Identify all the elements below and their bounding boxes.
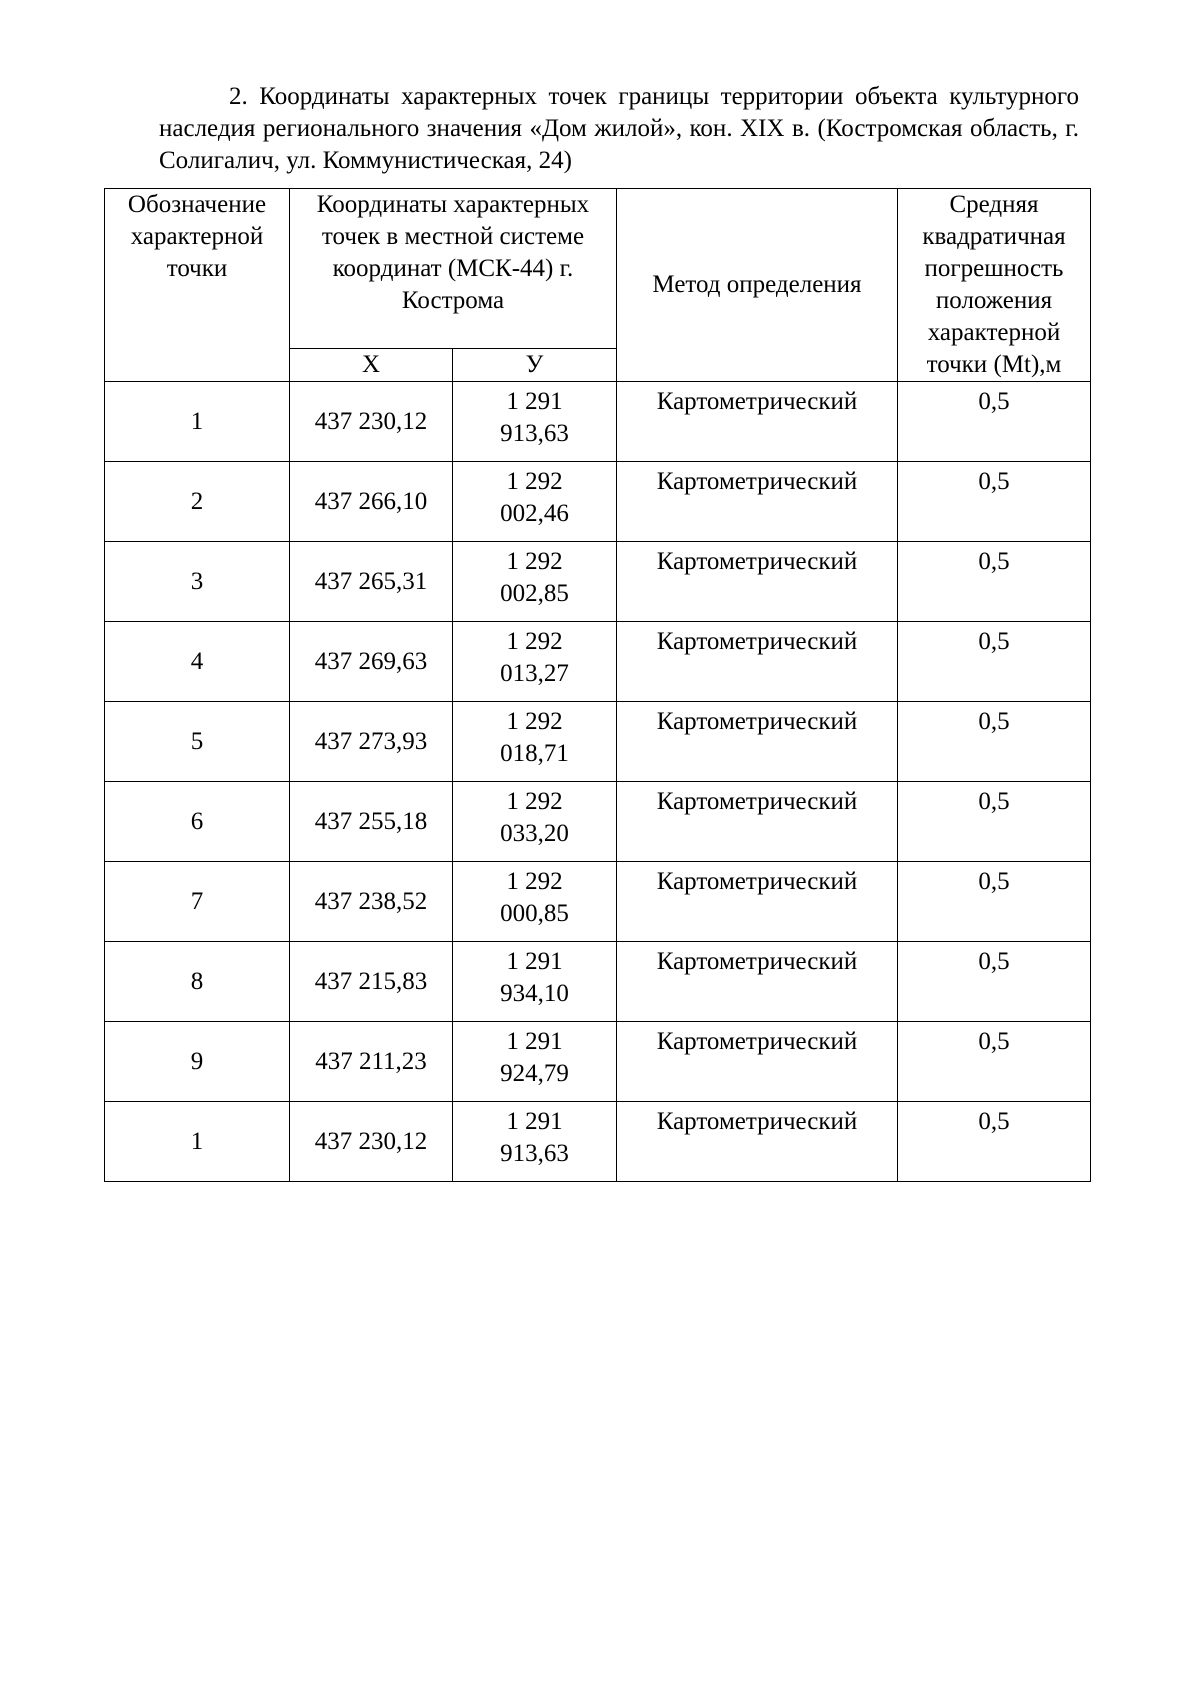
point-cell: 2 <box>105 462 290 542</box>
table-row <box>105 1022 1091 1102</box>
x-coordinate-cell: 437 273,93 <box>290 702 453 782</box>
y-coordinate-cell: 1 291 934,10 <box>453 942 617 1022</box>
y-coordinate-cell: 1 292 000,85 <box>453 862 617 942</box>
x-coordinate-cell: 437 211,23 <box>290 1022 453 1102</box>
method-cell: Картометрический <box>617 782 898 862</box>
table-row <box>105 862 1091 942</box>
method-cell: Картометрический <box>617 1022 898 1102</box>
error-cell: 0,5 <box>898 1022 1091 1102</box>
x-coordinate-cell: 437 215,83 <box>290 942 453 1022</box>
point-cell: 1 <box>105 1102 290 1182</box>
table-row <box>105 702 1091 782</box>
document-heading: 2. Координаты характерных точек границы территории объекта культурного наследия регионального значения «Дом жилой», кон. XIX в. (Костромская область, г. Солигалич, ул. Коммунистическая, 24) <box>159 83 1079 174</box>
error-cell: 0,5 <box>898 1102 1091 1182</box>
table-row <box>105 462 1091 542</box>
x-coordinate-cell: 437 255,18 <box>290 782 453 862</box>
x-coordinate-cell: 437 230,12 <box>290 382 453 462</box>
x-coordinate-cell: 437 269,63 <box>290 622 453 702</box>
point-cell: 3 <box>105 542 290 622</box>
method-cell: Картометрический <box>617 862 898 942</box>
error-cell: 0,5 <box>898 462 1091 542</box>
y-coordinate-cell: 1 292 002,46 <box>453 462 617 542</box>
x-coordinate-cell: 437 230,12 <box>290 1102 453 1182</box>
y-coordinate-cell: 1 291 913,63 <box>453 1102 617 1182</box>
method-cell: Картометрический <box>617 942 898 1022</box>
method-cell: Картометрический <box>617 542 898 622</box>
table-body <box>105 382 1091 1182</box>
header-coordinates: Координаты характерных точек в местной системе координат (МСК-44) г. Кострома <box>290 189 617 349</box>
header-method: Метод определения <box>617 189 898 382</box>
table-row <box>105 782 1091 862</box>
y-coordinate-cell: 1 292 018,71 <box>453 702 617 782</box>
table-row <box>105 542 1091 622</box>
table-row <box>105 942 1091 1022</box>
method-cell: Картометрический <box>617 1102 898 1182</box>
error-cell: 0,5 <box>898 702 1091 782</box>
error-cell: 0,5 <box>898 542 1091 622</box>
table-row <box>105 622 1091 702</box>
error-cell: 0,5 <box>898 782 1091 862</box>
header-x: Х <box>290 349 453 382</box>
table-row <box>105 1102 1091 1182</box>
method-cell: Картометрический <box>617 462 898 542</box>
error-cell: 0,5 <box>898 942 1091 1022</box>
point-cell: 1 <box>105 382 290 462</box>
method-cell: Картометрический <box>617 382 898 462</box>
error-cell: 0,5 <box>898 622 1091 702</box>
y-coordinate-cell: 1 291 913,63 <box>453 382 617 462</box>
point-cell: 6 <box>105 782 290 862</box>
point-cell: 9 <box>105 1022 290 1102</box>
y-coordinate-cell: 1 292 013,27 <box>453 622 617 702</box>
method-cell: Картометрический <box>617 622 898 702</box>
error-cell: 0,5 <box>898 382 1091 462</box>
header-point: Обозначение характерной точки <box>105 189 290 382</box>
point-cell: 4 <box>105 622 290 702</box>
error-cell: 0,5 <box>898 862 1091 942</box>
header-y: У <box>453 349 617 382</box>
table-row <box>105 382 1091 462</box>
y-coordinate-cell: 1 292 033,20 <box>453 782 617 862</box>
point-cell: 5 <box>105 702 290 782</box>
header-error: Средняя квадратичная погрешность положения характерной точки (Mt),м <box>898 189 1091 382</box>
point-cell: 8 <box>105 942 290 1022</box>
y-coordinate-cell: 1 292 002,85 <box>453 542 617 622</box>
x-coordinate-cell: 437 265,31 <box>290 542 453 622</box>
x-coordinate-cell: 437 266,10 <box>290 462 453 542</box>
y-coordinate-cell: 1 291 924,79 <box>453 1022 617 1102</box>
method-cell: Картометрический <box>617 702 898 782</box>
coordinates-table <box>104 188 1091 1182</box>
point-cell: 7 <box>105 862 290 942</box>
x-coordinate-cell: 437 238,52 <box>290 862 453 942</box>
table-header <box>105 189 1091 382</box>
